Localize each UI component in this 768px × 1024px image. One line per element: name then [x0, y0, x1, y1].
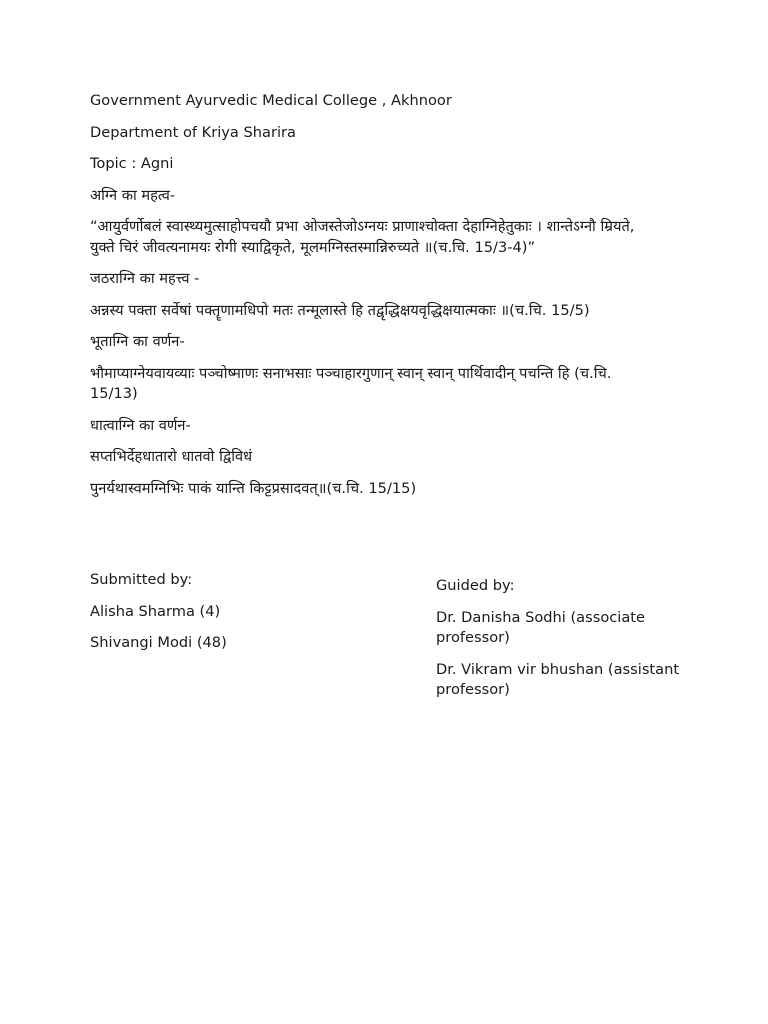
section-heading-dhatvagni: धात्वाग्नि का वर्णन- [90, 416, 191, 434]
topic-title: Topic : Agni [90, 155, 174, 172]
section-heading-bhutagni: भूताग्नि का वर्णन- [90, 333, 185, 350]
verse-agni-importance: “आयुर्वर्णोबलं स्वास्थ्यमुत्साहोपचयौ प्रभा ओजस्तेजोऽग्नयः प्राणाश्चोक्ता देहाग्निहेतुकाः । शान्तेऽग्नौ म्रियते, युक्ते चिरं जीवत्यनामयः रोगी स्याद्विकृते, मूलमग्निस्तस्मान्निरुच्यते ॥(च.चि. 15/3-4)” [90, 218, 640, 256]
verse-dhatvagni-line1: सप्तभिर्देहधातारो धातवो द्विविधं [90, 448, 253, 465]
submitted-by-heading: Submitted by: [90, 571, 193, 588]
guided-by-block [436, 576, 706, 712]
submitted-by-block [90, 570, 390, 665]
guide-name: Dr. Danisha Sodhi (associate professor) [436, 608, 645, 646]
submitter-name: Alisha Sharma (4) [90, 602, 221, 620]
guide-name: Dr. Vikram vir bhushan (assistant professor) [436, 660, 680, 698]
verse-jatharagni: अन्नस्य पक्ता सर्वेषां पक्तॄणामधिपो मतः तन्मूलास्ते हि तद्वृद्धिक्षयवृद्धिक्षयात्मकाः ॥(च.चि. 15/5) [90, 301, 590, 319]
verse-bhutagni: भौमाप्याग्नेयवायव्याः पञ्चोष्माणः सनाभसाः पञ्चाहारगुणान् स्वान् स्वान् पार्थिवादीन् पचन्ति हि (च.चि. 15/13) [90, 364, 617, 402]
document-body [90, 91, 660, 510]
guided-by-heading: Guided by: [436, 577, 515, 594]
section-heading-jatharagni: जठराग्नि का महत्त्व - [90, 270, 200, 287]
department-name: Department of Kriya Sharira [90, 123, 296, 141]
section-heading-agni-importance: अग्नि का महत्व- [90, 186, 176, 204]
submitter-name: Shivangi Modi (48) [90, 634, 227, 651]
college-name: Government Ayurvedic Medical College , Akhnoor [90, 92, 452, 109]
verse-dhatvagni-line2: पुनर्यथास्वमग्निभिः पाकं यान्ति किट्टप्रसादवत्॥(च.चि. 15/15) [90, 479, 417, 497]
